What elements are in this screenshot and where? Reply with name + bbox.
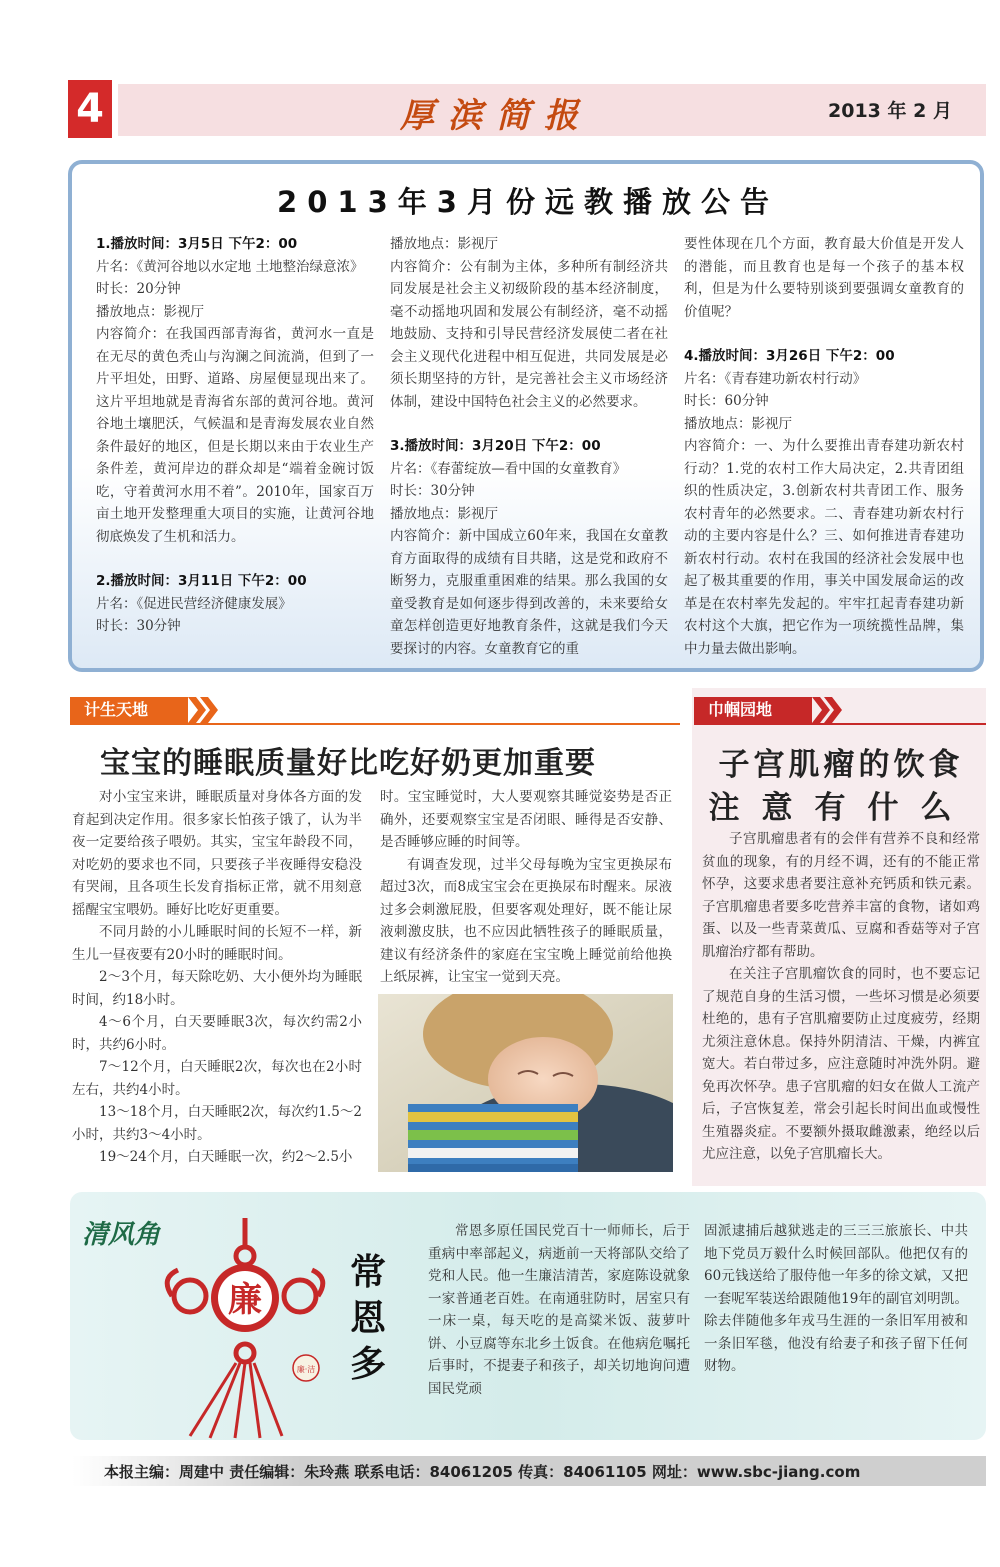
spacer (684, 323, 964, 345)
announcement-column-1 (96, 233, 374, 638)
page-number: 4 (68, 80, 112, 138)
schedule-text: 播放地点：影视厅 (684, 415, 792, 432)
schedule-text: 时长：30分钟 (96, 618, 181, 634)
person-name: 常恩多 (350, 1252, 387, 1385)
fibroids-article-body (702, 828, 980, 1166)
announcement-column-3 (684, 233, 964, 660)
title-line-1: 子宫肌瘤的饮食 (718, 747, 964, 783)
paragraph: 7～12个月，白天睡眠2次，每次也在2小时左右，共约4小时。 (72, 1059, 362, 1098)
schedule-heading: 3.播放时间：3月20日 下午2：00 (390, 438, 601, 454)
sleeping-child-photo (378, 994, 673, 1172)
tab-stripes-icon (188, 697, 222, 723)
knot-character: 廉 (228, 1280, 262, 1320)
section-tab-family: 计生天地 (70, 697, 188, 723)
schedule-text: 片名：《促进民营经济健康发展》 (96, 595, 292, 612)
paragraph: 子宫肌瘤患者有的会伴有营养不良和经常贫血的现象，有的月经不调，还有的不能正常怀孕，这要求患者要注意补充钙质和铁元素。子宫肌瘤患者要多吃营养丰富的食物，诸如鸡蛋、以及一些青菜黄瓜、豆腐和香菇等对子宫肌瘤治疗都有帮助。 (702, 831, 980, 960)
schedule-text: 内容简介：一、为什么要推出青春建功新农村行动？1.党的农村工作大局决定，2.共青团组织的性质决定，3.创新农村共青团工作、服务农村青年的必然要求。二、青春建功新农村行动的主要内容是什么？三、如何推进青春建功新农村行动。农村在我国的经济社会发展中也起了极其重要的作用，事关中国发展命运的改革是在农村率先发起的。牢牢扛起青春建功新农村这个大旗，把它作为一项统揽性品牌，集中力量去做出影响。 (684, 438, 964, 657)
baby-article-column-2 (380, 786, 672, 989)
section-rule (694, 723, 986, 725)
schedule-heading: 2.播放时间：3月11日 下午2：00 (96, 573, 307, 589)
clean-story-column-1 (428, 1220, 690, 1400)
paragraph: 对小宝宝来讲，睡眠质量对身体各方面的发育起到决定作用。很多家长怕孩子饿了，认为半夜一定要给孩子喂奶。其实，宝宝年龄段不同，对吃奶的要求也不同，只要孩子半夜睡得安稳没有哭闹，且各项生长发育指标正常，就不用刻意摇醒宝宝喂奶。睡好比吃好更重要。 (72, 789, 362, 918)
clean-section-label: 清风角 (82, 1220, 161, 1250)
schedule-text: 时长：60分钟 (684, 393, 769, 409)
title-line-2: 注意有什么 (708, 790, 974, 826)
section-rule (70, 723, 680, 725)
schedule-text: 播放地点：影视厅 (96, 303, 204, 320)
paragraph: 有调查发现，过半父母每晚为宝宝更换尿布超过3次，而8成宝宝会在更换尿布时醒来。尿液过多会刺激屁股，但要客观处理好，既不能让尿液刺激皮肤，也不应因此牺牲孩子的睡眠质量，建议有经济条件的家庭在宝宝晚上睡觉前给他换上纸尿裤，让宝宝一觉到天亮。 (380, 856, 672, 985)
knot-tag: 廉·洁 (296, 1365, 316, 1374)
issue-date: 2013 年 2 月 (828, 100, 952, 122)
schedule-text: 播放地点：影视厅 (390, 236, 498, 252)
masthead-title: 厚滨简报 (400, 96, 592, 136)
clean-story-column-2 (704, 1220, 968, 1378)
chinese-knot-icon (150, 1218, 340, 1440)
paragraph: 13～18个月，白天睡眠2次，每次约1.5～2小时，共约3～4小时。 (72, 1104, 362, 1143)
spacer (96, 548, 374, 570)
schedule-text: 片名：《春蕾绽放—看中国的女童教育》 (390, 460, 627, 477)
announcement-column-2 (390, 233, 668, 660)
clean-story-text-2: 固派逮捕后越狱逃走的三三三旅旅长、中共地下党员万毅什么时候回部队。他把仅有的60元钱送给了服侍他一年多的徐文斌，又把一套呢军装送给跟随他19年的副官刘明凯。除去伴随他多年戎马生涯的一条旧军用被和一条旧军毯，他没有给妻子和孩子留下任何财物。 (704, 1223, 968, 1374)
paragraph: 2～3个月，每天除吃奶、大小便外均为睡眠时间，约18小时。 (72, 969, 362, 1008)
article-title-fibroids (700, 744, 982, 830)
announcement-title: 2013年3月份远教播放公告 (277, 185, 779, 219)
schedule-text: 时长：20分钟 (96, 281, 181, 297)
schedule-text: 时长：30分钟 (390, 483, 475, 499)
tab-stripes-icon (812, 697, 846, 723)
schedule-text: 要性体现在几个方面，教育最大价值是开发人的潜能，而且教育也是每一个孩子的基本权利，但是为什么要特别谈到要强调女童教育的价值呢？ (684, 236, 964, 320)
schedule-text: 播放地点：影视厅 (390, 505, 498, 522)
section-tab-women: 巾帼园地 (694, 697, 812, 723)
schedule-text: 内容简介：在我国西部青海省，黄河水一直是在无尽的黄色秃山与沟澜之间流淌，但到了一片平坦处，田野、道路、房屋便显现出来了。这片平坦地就是青海省东部的黄河谷地。黄河谷地土壤肥沃，气候温和是青海发展农业自然条件最好的地区，但是长期以来由于农业生产条件差，黄河岸边的群众却是“端着金碗讨饭吃，守着黄河水用不着”。2010年，国家百万亩土地开发整理重大项目的实施，让黄河谷地彻底焕发了生机和活力。 (96, 326, 374, 545)
schedule-heading: 4.播放时间：3月26日 下午2：00 (684, 348, 895, 364)
spacer (390, 413, 668, 435)
schedule-text: 片名：《青春建功新农村行动》 (684, 370, 867, 387)
schedule-text: 内容简介：公有制为主体，多种所有制经济共同发展是社会主义初级阶段的基本经济制度，毫不动摇地巩固和发展公有制经济，毫不动摇地鼓励、支持和引导民营经济发展使二者在社会主义现代化进程中相互促进，共同发展是必须长期坚持的方针，是完善社会主义市场经济体制，建设中国特色社会主义的必然要求。 (390, 258, 668, 410)
schedule-text: 片名：《黄河谷地以水定地 土地整治绿意浓》 (96, 258, 364, 275)
clean-story-text-1: 常恩多原任国民党百十一师师长，后于重病中率部起义，病逝前一天将部队交给了党和人民。他一生廉洁清苦，家庭陈设就象一家普通老百姓。在南通驻防时，居室只有一床一桌，每天吃的是高粱米饭、菠萝叶饼、小豆腐等东北乡土饭食。在他病危嘱托后事时，不提妻子和孩子，却关切地询问遭国民党顽 (428, 1223, 690, 1397)
schedule-text: 内容简介：新中国成立60年来，我国在女童教育方面取得的成绩有目共睹，这是党和政府不断努力，克服重重困难的结果。那么我国的女童受教育是如何逐步得到改善的，未来要给女童怎样创造更好地教育条件，这就是我们今天要探讨的内容。女童教育它的重 (390, 528, 668, 657)
paragraph: 4～6个月，白天要睡眠3次，每次约需2小时，共约6小时。 (72, 1014, 362, 1053)
schedule-heading: 1.播放时间：3月5日 下午2：00 (96, 236, 298, 252)
article-title-baby-sleep: 宝宝的睡眠质量好比吃好奶更加重要 (100, 746, 596, 781)
paragraph: 在关注子宫肌瘤饮食的同时，也不要忘记了规范自身的生活习惯，一些坏习惯是必须要杜绝的，患有子宫肌瘤要防止过度疲劳，经期尤须注意休息。保持外阴清洁、干燥，内裤宜宽大。若白带过多，应注意随时冲洗外阴。避免再次怀孕。患子宫肌瘤的妇女在做人工流产后，子宫恢复差，常会引起长时间出血或慢性生殖器炎症。不要额外摄取雌激素，绝经以后尤应注意，以免子宫肌瘤长大。 (702, 966, 980, 1162)
paragraph: 不同月龄的小儿睡眠时间的长短不一样，新生儿一昼夜要有20小时的睡眠时间。 (72, 924, 362, 963)
paragraph: 19～24个月，白天睡眠一次，约2～2.5小 (99, 1149, 353, 1165)
baby-article-column-1 (72, 786, 362, 1169)
paragraph: 时。宝宝睡觉时，大人要观察其睡觉姿势是否正确外，还要观察宝宝是否闭眼、睡得是否安静、是否睡够应睡的时间等。 (380, 789, 672, 850)
footer-credits: 本报主编：周建中 责任编辑：朱玲燕 联系电话：84061205 传真：84061105 网址：www.sbc-jiang.com (104, 1463, 861, 1481)
